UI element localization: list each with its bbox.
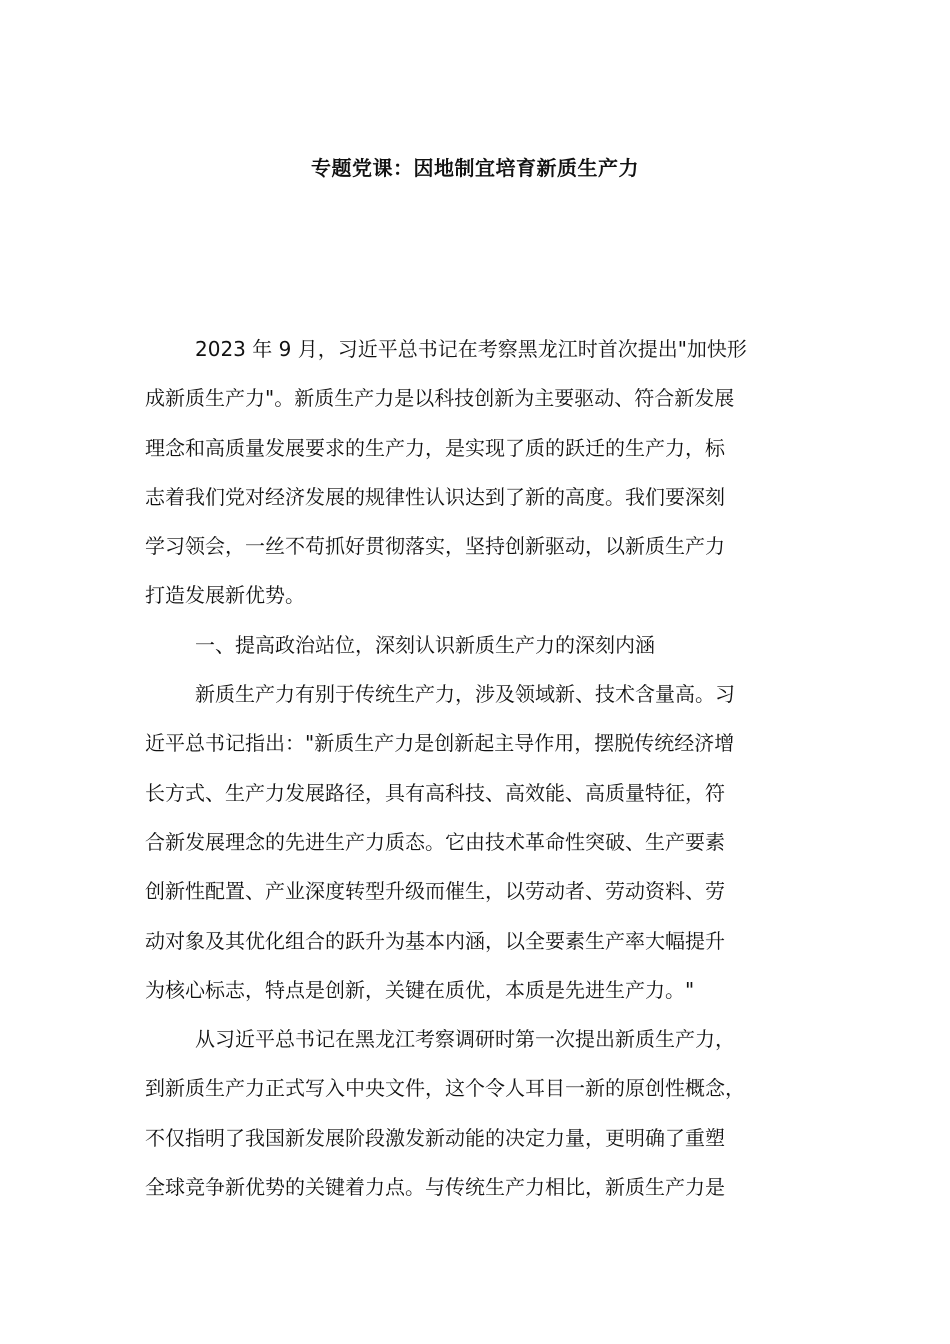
paragraph-1-line-2: 成新质生产力"。新质生产力是以科技创新为主要驱动、符合新发展 [145,386,735,411]
paragraph-2-line-1: 新质生产力有别于传统生产力，涉及领域新、技术含量高。习 [195,682,735,707]
paragraph-3-line-2: 到新质生产力正式写入中央文件，这个令人耳目一新的原创性概念， [145,1076,745,1101]
paragraph-1-line-6: 打造发展新优势。 [145,583,305,608]
document-title: 专题党课：因地制宜培育新质生产力 [311,156,639,180]
paragraph-2-line-4: 合新发展理念的先进生产力质态。它由技术革命性突破、生产要素 [145,829,725,854]
paragraph-2-line-3: 长方式、生产力发展路径，具有高科技、高效能、高质量特征，符 [145,780,725,805]
section-heading-1: 一、提高政治站位，深刻认识新质生产力的深刻内涵 [195,632,655,657]
paragraph-2-line-7: 为核心标志，特点是创新，关键在质优，本质是先进生产力。" [145,977,695,1002]
paragraph-1-line-4: 志着我们党对经济发展的规律性认识达到了新的高度。我们要深刻 [145,484,725,509]
paragraph-1-line-5: 学习领会，一丝不苟抓好贯彻落实，坚持创新驱动，以新质生产力 [145,534,725,559]
paragraph-2-line-5: 创新性配置、产业深度转型升级而催生，以劳动者、劳动资料、劳 [145,879,725,904]
paragraph-2-line-2: 近平总书记指出："新质生产力是创新起主导作用，摆脱传统经济增 [145,731,735,756]
paragraph-2-line-6: 动对象及其优化组合的跃升为基本内涵，以全要素生产率大幅提升 [145,928,725,953]
paragraph-3-line-3: 不仅指明了我国新发展阶段激发新动能的决定力量，更明确了重塑 [145,1125,725,1150]
paragraph-3-line-1: 从习近平总书记在黑龙江考察调研时第一次提出新质生产力， [195,1027,735,1052]
document-body [145,325,825,1212]
paragraph-1-line-1: 2023 年 9 月，习近平总书记在考察黑龙江时首次提出"加快形 [195,337,747,361]
paragraph-3-line-4: 全球竞争新优势的关键着力点。与传统生产力相比，新质生产力是 [145,1175,725,1200]
paragraph-1-line-3: 理念和高质量发展要求的生产力，是实现了质的跃迁的生产力，标 [145,435,725,460]
